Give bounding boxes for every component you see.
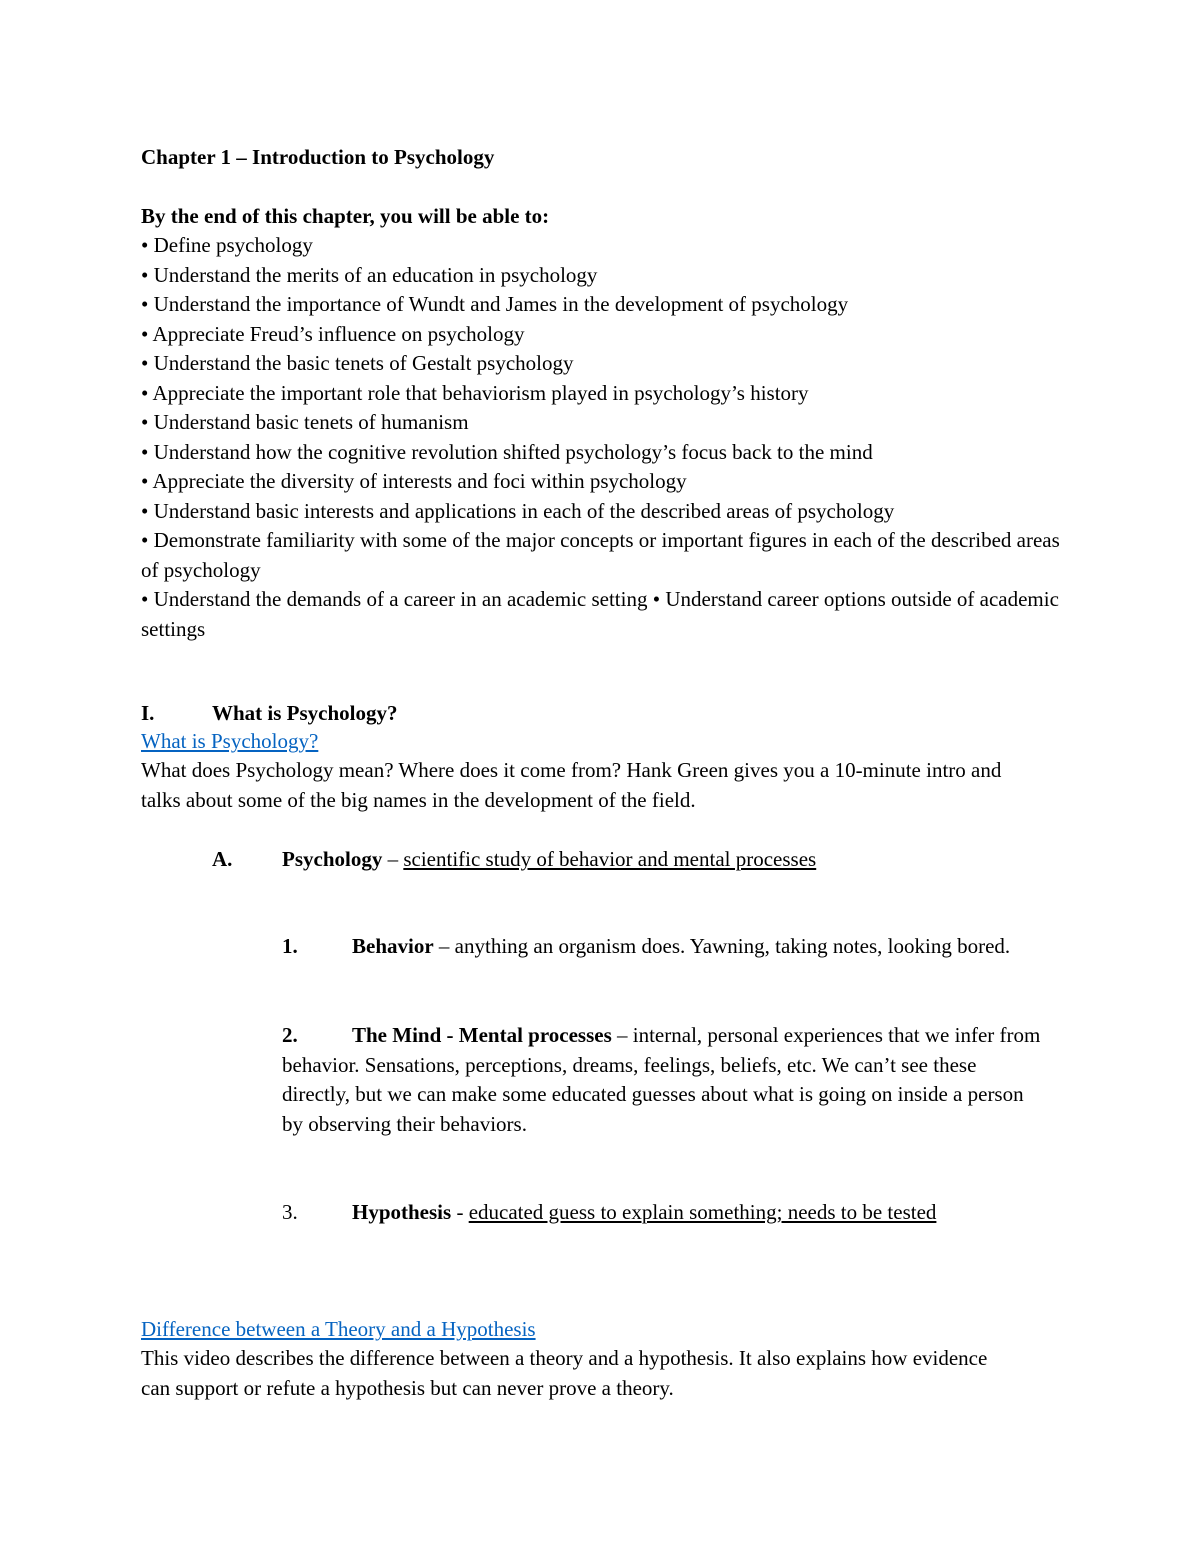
chapter-title: Chapter 1 – Introduction to Psychology <box>141 145 495 169</box>
item-1-text: – anything an organism does. Yawning, taking notes, looking bored. <box>433 934 1011 958</box>
objective-item: • Understand the merits of an education in psychology <box>141 262 598 287</box>
item-1-term: Behavior <box>352 934 434 958</box>
item-2-number: 2. <box>282 1023 298 1047</box>
item-2-term: The Mind - Mental processes <box>352 1023 612 1047</box>
objectives-list <box>141 231 1061 644</box>
item-3-dash: - <box>451 1200 469 1224</box>
objective-item: • Understand how the cognitive revolution shifted psychology’s focus back to the mind <box>141 439 873 464</box>
item-3-term: Hypothesis <box>352 1200 452 1224</box>
objective-item: • Understand basic tenets of humanism <box>141 410 469 434</box>
objective-item: • Understand the demands of a career in an academic setting • Understand career options outside of academic settings <box>141 587 1059 641</box>
item-2-text: – internal, personal experiences that we infer from behavior. Sensations, perceptions, dreams, feelings, beliefs, etc. We can’t see these directly, but we can make some educated guesses about what is going on inside a person by observing their behaviors. <box>282 1023 1041 1136</box>
section-heading <box>141 699 398 729</box>
objective-item: • Define psychology <box>141 233 313 257</box>
objective-item: • Understand the importance of Wundt and James in the development of psychology <box>141 292 849 316</box>
item-3-definition: educated guess to explain something; needs to be tested <box>468 1200 937 1224</box>
item-2 <box>282 1021 1042 1139</box>
item-a-definition: scientific study of behavior and mental processes <box>403 847 817 871</box>
section-title: What is Psychology? <box>212 701 398 725</box>
objective-item: • Appreciate Freud’s influence on psychology <box>141 321 525 346</box>
item-a <box>212 845 816 875</box>
what-is-psychology-video-link[interactable]: What is Psychology? <box>141 729 319 753</box>
theory-hypothesis-video-link[interactable]: Difference between a Theory and a Hypothesis <box>141 1317 536 1341</box>
section-description: What does Psychology mean? Where does it come from? Hank Green gives you a 10-minute intro and talks about some of the big names in the development of the field. <box>141 758 1002 812</box>
item-1 <box>282 932 1042 962</box>
item-3-number: 3. <box>282 1200 298 1224</box>
item-a-dash: – <box>382 847 404 871</box>
objective-item: • Understand the basic tenets of Gestalt psychology <box>141 351 574 375</box>
section-number: I. <box>141 701 155 725</box>
item-1-number: 1. <box>282 934 298 958</box>
objective-item: • Demonstrate familiarity with some of the major concepts or important figures in each of the described areas of psychology <box>141 528 1060 582</box>
objective-item: • Appreciate the important role that behaviorism played in psychology’s history <box>141 380 809 405</box>
objective-item: • Appreciate the diversity of interests and foci within psychology <box>141 469 687 493</box>
item-a-letter: A. <box>212 847 233 871</box>
objective-item: • Understand basic interests and applications in each of the described areas of psychology <box>141 498 895 523</box>
item-3 <box>282 1198 936 1228</box>
item-a-term: Psychology <box>282 847 383 871</box>
objectives-heading: By the end of this chapter, you will be able to: <box>141 204 550 228</box>
video-description: This video describes the difference between a theory and a hypothesis. It also explains how evidence can support or refute a hypothesis but can never prove a theory. <box>141 1346 988 1400</box>
